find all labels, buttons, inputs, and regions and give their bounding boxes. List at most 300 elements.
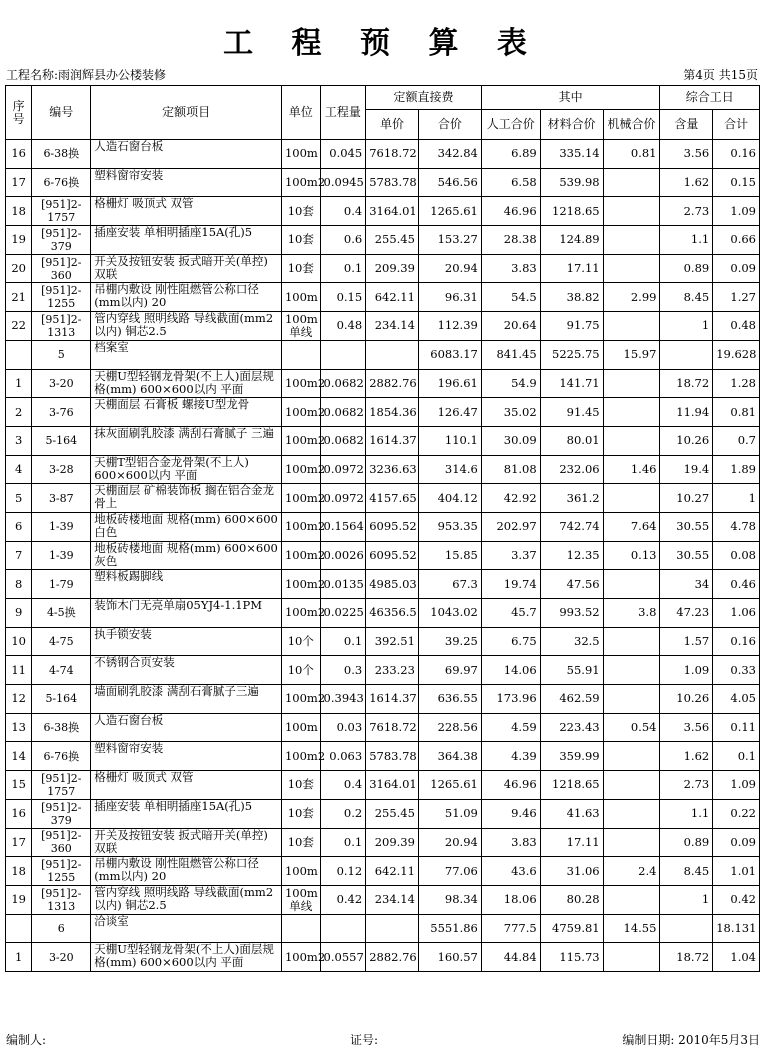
table-row xyxy=(6,713,760,742)
cell-subtotal: 0.46 xyxy=(713,570,760,599)
cell-content xyxy=(660,914,713,943)
cell-qty: 0.3 xyxy=(320,656,366,685)
cell-unit: 100m2 xyxy=(281,512,320,541)
cell-seq: 21 xyxy=(6,283,32,312)
cell-code: [951]2-379 xyxy=(32,226,91,255)
cell-code: [951]2-1757 xyxy=(32,197,91,226)
cell-seq xyxy=(6,340,32,369)
cell-seq: 1 xyxy=(6,369,32,398)
cell-subtotal: 1.06 xyxy=(713,599,760,628)
cell-labor: 841.45 xyxy=(481,340,540,369)
cell-subtotal: 0.09 xyxy=(713,254,760,283)
cell-seq: 18 xyxy=(6,197,32,226)
cell-subtotal: 0.16 xyxy=(713,140,760,169)
cell-total-price: 153.27 xyxy=(418,226,481,255)
cell-machine: 3.8 xyxy=(603,599,660,628)
cell-unit-price: 642.11 xyxy=(366,283,419,312)
cell-labor: 3.83 xyxy=(481,828,540,857)
table-row xyxy=(6,943,760,972)
table-row xyxy=(6,283,760,312)
cell-qty: 0.03 xyxy=(320,713,366,742)
header-unit: 单位 xyxy=(281,86,320,140)
cell-unit-price: 4985.03 xyxy=(366,570,419,599)
cell-unit-price: 7618.72 xyxy=(366,140,419,169)
cell-qty: 0.063 xyxy=(320,742,366,771)
cell-labor: 43.6 xyxy=(481,857,540,886)
cell-material: 5225.75 xyxy=(540,340,603,369)
cell-subtotal: 0.16 xyxy=(713,627,760,656)
cell-code: 4-75 xyxy=(32,627,91,656)
cell-total-price: 77.06 xyxy=(418,857,481,886)
page-number: 第4页 共15页 xyxy=(683,68,758,82)
cell-item: 开关及按钮安装 扳式暗开关(单控) 双联 xyxy=(91,828,282,857)
cell-qty: 0.1 xyxy=(320,828,366,857)
cell-qty: 0.2 xyxy=(320,799,366,828)
cell-machine: 0.81 xyxy=(603,140,660,169)
cell-labor: 18.06 xyxy=(481,885,540,914)
cell-machine xyxy=(603,398,660,427)
cell-code: 4-74 xyxy=(32,656,91,685)
cell-material: 359.99 xyxy=(540,742,603,771)
cell-machine xyxy=(603,627,660,656)
cell-code: [951]2-379 xyxy=(32,799,91,828)
header-qty: 工程量 xyxy=(320,86,366,140)
table-row xyxy=(6,140,760,169)
cell-total-price: 314.6 xyxy=(418,455,481,484)
cell-content: 1 xyxy=(660,312,713,341)
cell-total-price: 112.39 xyxy=(418,312,481,341)
table-row xyxy=(6,828,760,857)
table-row xyxy=(6,541,760,570)
cell-subtotal: 0.08 xyxy=(713,541,760,570)
cell-code: 1-39 xyxy=(32,512,91,541)
cell-labor: 54.5 xyxy=(481,283,540,312)
cell-machine: 2.4 xyxy=(603,857,660,886)
table-row xyxy=(6,226,760,255)
cell-unit-price: 1614.37 xyxy=(366,685,419,714)
cell-machine xyxy=(603,771,660,800)
cell-code: 3-28 xyxy=(32,455,91,484)
cell-code: 3-87 xyxy=(32,484,91,513)
cell-labor: 6.89 xyxy=(481,140,540,169)
cell-machine xyxy=(603,943,660,972)
cell-subtotal: 18.131 xyxy=(713,914,760,943)
cell-code: [951]2-1255 xyxy=(32,283,91,312)
cell-content: 3.56 xyxy=(660,713,713,742)
cell-material: 80.28 xyxy=(540,885,603,914)
cell-unit-price: 209.39 xyxy=(366,828,419,857)
cell-total-price: 546.56 xyxy=(418,168,481,197)
cell-unit: 100m xyxy=(281,713,320,742)
cell-machine: 1.46 xyxy=(603,455,660,484)
cell-machine xyxy=(603,685,660,714)
cell-total-price: 5551.86 xyxy=(418,914,481,943)
cell-qty: 0.0026 xyxy=(320,541,366,570)
cell-seq: 3 xyxy=(6,426,32,455)
cell-item: 管内穿线 照明线路 导线截面(mm2以内) 铜芯2.5 xyxy=(91,312,282,341)
footer-cert: 证号: xyxy=(350,1033,379,1047)
cell-seq: 11 xyxy=(6,656,32,685)
cell-machine xyxy=(603,226,660,255)
cell-unit: 100m2 xyxy=(281,168,320,197)
cell-unit: 10套 xyxy=(281,799,320,828)
cell-code: 1-39 xyxy=(32,541,91,570)
cell-labor: 45.7 xyxy=(481,599,540,628)
cell-machine xyxy=(603,828,660,857)
cell-total-price: 1265.61 xyxy=(418,197,481,226)
cell-total-price: 404.12 xyxy=(418,484,481,513)
cell-subtotal: 1.09 xyxy=(713,771,760,800)
cell-item: 档案室 xyxy=(91,340,282,369)
cell-machine: 15.97 xyxy=(603,340,660,369)
cell-total-price: 39.25 xyxy=(418,627,481,656)
cell-machine xyxy=(603,799,660,828)
cell-material: 91.75 xyxy=(540,312,603,341)
cell-material: 32.5 xyxy=(540,627,603,656)
cell-item: 人造石窗台板 xyxy=(91,140,282,169)
cell-unit-price: 7618.72 xyxy=(366,713,419,742)
cell-machine xyxy=(603,656,660,685)
header-total-price: 合价 xyxy=(418,110,481,140)
cell-unit-price: 46356.5 xyxy=(366,599,419,628)
cell-content: 18.72 xyxy=(660,369,713,398)
cell-unit-price: 255.45 xyxy=(366,226,419,255)
table-row xyxy=(6,484,760,513)
cell-total-price: 126.47 xyxy=(418,398,481,427)
cell-code: 3-20 xyxy=(32,943,91,972)
cell-content: 34 xyxy=(660,570,713,599)
cell-code: 6-38换 xyxy=(32,713,91,742)
cell-total-price: 20.94 xyxy=(418,828,481,857)
cell-item: 洽谈室 xyxy=(91,914,282,943)
cell-material: 993.52 xyxy=(540,599,603,628)
cell-total-price: 6083.17 xyxy=(418,340,481,369)
cell-qty: 0.6 xyxy=(320,226,366,255)
cell-machine: 7.64 xyxy=(603,512,660,541)
cell-subtotal: 0.09 xyxy=(713,828,760,857)
header-among: 其中 xyxy=(481,86,660,110)
cell-labor: 20.64 xyxy=(481,312,540,341)
cell-subtotal: 1.04 xyxy=(713,943,760,972)
header-seq: 序号 xyxy=(6,86,32,140)
cell-seq: 9 xyxy=(6,599,32,628)
cell-labor: 42.92 xyxy=(481,484,540,513)
cell-total-price: 196.61 xyxy=(418,369,481,398)
cell-seq: 12 xyxy=(6,685,32,714)
cell-content: 30.55 xyxy=(660,541,713,570)
cell-content: 8.45 xyxy=(660,283,713,312)
cell-total-price: 228.56 xyxy=(418,713,481,742)
cell-total-price: 69.97 xyxy=(418,656,481,685)
cell-seq: 22 xyxy=(6,312,32,341)
cell-unit-price: 5783.78 xyxy=(366,168,419,197)
cell-content: 18.72 xyxy=(660,943,713,972)
cell-code: 5-164 xyxy=(32,685,91,714)
cell-seq: 1 xyxy=(6,943,32,972)
header-direct-cost: 定额直接费 xyxy=(366,86,482,110)
header-labor: 人工合价 xyxy=(481,110,540,140)
cell-labor: 4.39 xyxy=(481,742,540,771)
cell-total-price: 364.38 xyxy=(418,742,481,771)
cell-item: 地板砖楼地面 规格(mm) 600×600 白色 xyxy=(91,512,282,541)
cell-total-price: 20.94 xyxy=(418,254,481,283)
cell-subtotal: 4.05 xyxy=(713,685,760,714)
table-row xyxy=(6,742,760,771)
cell-material: 38.82 xyxy=(540,283,603,312)
table-row xyxy=(6,369,760,398)
project-name: 工程名称:雨润辉县办公楼装修 xyxy=(6,68,167,82)
cell-total-price: 342.84 xyxy=(418,140,481,169)
cell-subtotal: 1.09 xyxy=(713,197,760,226)
cell-machine: 2.99 xyxy=(603,283,660,312)
cell-subtotal: 19.628 xyxy=(713,340,760,369)
cell-labor: 777.5 xyxy=(481,914,540,943)
cell-subtotal: 1 xyxy=(713,484,760,513)
cell-code: 3-20 xyxy=(32,369,91,398)
cell-item: 塑料窗帘安装 xyxy=(91,742,282,771)
cell-material: 361.2 xyxy=(540,484,603,513)
cell-material: 462.59 xyxy=(540,685,603,714)
cell-unit-price: 6095.52 xyxy=(366,512,419,541)
cell-code: [951]2-360 xyxy=(32,254,91,283)
cell-item: 地板砖楼地面 规格(mm) 600×600 灰色 xyxy=(91,541,282,570)
cell-machine: 0.54 xyxy=(603,713,660,742)
cell-unit: 10个 xyxy=(281,627,320,656)
cell-content: 11.94 xyxy=(660,398,713,427)
cell-content: 10.27 xyxy=(660,484,713,513)
cell-content: 0.89 xyxy=(660,254,713,283)
cell-unit-price: 4157.65 xyxy=(366,484,419,513)
cell-unit xyxy=(281,340,320,369)
cell-total-price: 1043.02 xyxy=(418,599,481,628)
cell-seq: 14 xyxy=(6,742,32,771)
header-unit-price: 单价 xyxy=(366,110,419,140)
cell-machine: 0.13 xyxy=(603,541,660,570)
cell-item: 天棚面层 矿棉装饰板 搁在铝合金龙骨上 xyxy=(91,484,282,513)
cell-unit: 10套 xyxy=(281,254,320,283)
cell-qty: 0.0682 xyxy=(320,369,366,398)
cell-qty: 0.0945 xyxy=(320,168,366,197)
cell-qty xyxy=(320,914,366,943)
cell-subtotal: 4.78 xyxy=(713,512,760,541)
cell-material: 4759.81 xyxy=(540,914,603,943)
cell-seq: 5 xyxy=(6,484,32,513)
cell-unit-price: 2882.76 xyxy=(366,943,419,972)
cell-labor: 54.9 xyxy=(481,369,540,398)
cell-item: 塑料板踢脚线 xyxy=(91,570,282,599)
cell-qty: 0.1 xyxy=(320,627,366,656)
cell-unit: 100m2 xyxy=(281,398,320,427)
table-row xyxy=(6,455,760,484)
cell-seq: 17 xyxy=(6,828,32,857)
cell-material: 335.14 xyxy=(540,140,603,169)
cell-subtotal: 0.22 xyxy=(713,799,760,828)
cell-labor: 202.97 xyxy=(481,512,540,541)
cell-labor: 81.08 xyxy=(481,455,540,484)
cell-content: 1.1 xyxy=(660,799,713,828)
cell-item: 人造石窗台板 xyxy=(91,713,282,742)
cell-code: 6-76换 xyxy=(32,168,91,197)
cell-item: 抹灰面刷乳胶漆 满刮石膏腻子 三遍 xyxy=(91,426,282,455)
cell-unit: 100m2 xyxy=(281,484,320,513)
cell-content xyxy=(660,340,713,369)
cell-qty: 0.4 xyxy=(320,197,366,226)
cell-machine xyxy=(603,197,660,226)
cell-unit: 100m2 xyxy=(281,541,320,570)
cell-seq: 6 xyxy=(6,512,32,541)
cell-machine xyxy=(603,254,660,283)
cell-unit: 10个 xyxy=(281,656,320,685)
cell-material: 1218.65 xyxy=(540,771,603,800)
cell-material: 12.35 xyxy=(540,541,603,570)
cell-subtotal: 0.1 xyxy=(713,742,760,771)
table-row xyxy=(6,512,760,541)
cell-qty: 0.0682 xyxy=(320,398,366,427)
cell-unit-price: 234.14 xyxy=(366,885,419,914)
cell-machine: 14.55 xyxy=(603,914,660,943)
cell-seq: 2 xyxy=(6,398,32,427)
cell-content: 47.23 xyxy=(660,599,713,628)
cell-content: 10.26 xyxy=(660,685,713,714)
cell-unit: 10套 xyxy=(281,771,320,800)
cell-qty: 0.1564 xyxy=(320,512,366,541)
cell-unit-price: 6095.52 xyxy=(366,541,419,570)
cell-labor: 44.84 xyxy=(481,943,540,972)
cell-material: 31.06 xyxy=(540,857,603,886)
cell-total-price: 98.34 xyxy=(418,885,481,914)
cell-qty: 0.045 xyxy=(320,140,366,169)
cell-item: 天棚面层 石膏板 螺接U型龙骨 xyxy=(91,398,282,427)
table-row xyxy=(6,771,760,800)
cell-item: 不锈钢合页安装 xyxy=(91,656,282,685)
cell-unit-price: 209.39 xyxy=(366,254,419,283)
cell-seq xyxy=(6,914,32,943)
cell-item: 吊棚内敷设 刚性阻燃管公称口径(mm以内) 20 xyxy=(91,283,282,312)
table-row xyxy=(6,656,760,685)
cell-qty: 0.0135 xyxy=(320,570,366,599)
cell-content: 2.73 xyxy=(660,771,713,800)
table-row xyxy=(6,799,760,828)
cell-unit: 100m2 xyxy=(281,599,320,628)
cell-unit-price: 642.11 xyxy=(366,857,419,886)
cell-material: 232.06 xyxy=(540,455,603,484)
cell-material: 539.98 xyxy=(540,168,603,197)
cell-unit: 100m2 xyxy=(281,455,320,484)
cell-code: [951]2-1313 xyxy=(32,312,91,341)
cell-labor: 46.96 xyxy=(481,197,540,226)
cell-subtotal: 0.33 xyxy=(713,656,760,685)
cell-machine xyxy=(603,570,660,599)
cell-seq: 19 xyxy=(6,226,32,255)
cell-labor: 6.75 xyxy=(481,627,540,656)
cell-item: 格栅灯 吸顶式 双管 xyxy=(91,771,282,800)
cell-content: 1.62 xyxy=(660,742,713,771)
cell-machine xyxy=(603,168,660,197)
cell-seq: 16 xyxy=(6,799,32,828)
cell-material: 17.11 xyxy=(540,828,603,857)
cell-content: 30.55 xyxy=(660,512,713,541)
cell-material: 124.89 xyxy=(540,226,603,255)
cell-total-price: 51.09 xyxy=(418,799,481,828)
cell-unit: 10套 xyxy=(281,197,320,226)
cell-unit-price: 2882.76 xyxy=(366,369,419,398)
cell-qty: 0.48 xyxy=(320,312,366,341)
cell-material: 141.71 xyxy=(540,369,603,398)
cell-unit-price: 234.14 xyxy=(366,312,419,341)
cell-unit: 100m2 xyxy=(281,570,320,599)
cell-total-price: 110.1 xyxy=(418,426,481,455)
cell-seq: 7 xyxy=(6,541,32,570)
cell-labor: 46.96 xyxy=(481,771,540,800)
cell-material: 1218.65 xyxy=(540,197,603,226)
cell-qty: 0.42 xyxy=(320,885,366,914)
cell-subtotal: 0.7 xyxy=(713,426,760,455)
table-row xyxy=(6,599,760,628)
cell-subtotal: 1.27 xyxy=(713,283,760,312)
cell-subtotal: 0.66 xyxy=(713,226,760,255)
cell-labor: 35.02 xyxy=(481,398,540,427)
cell-qty xyxy=(320,340,366,369)
cell-unit: 10套 xyxy=(281,828,320,857)
cell-labor: 3.37 xyxy=(481,541,540,570)
table-row xyxy=(6,312,760,341)
cell-unit-price: 5783.78 xyxy=(366,742,419,771)
cell-subtotal: 0.81 xyxy=(713,398,760,427)
table-row xyxy=(6,197,760,226)
cell-total-price: 67.3 xyxy=(418,570,481,599)
cell-content: 1 xyxy=(660,885,713,914)
cell-unit-price xyxy=(366,340,419,369)
header-content: 含量 xyxy=(660,110,713,140)
table-row xyxy=(6,398,760,427)
cell-labor: 14.06 xyxy=(481,656,540,685)
cell-item: 装饰木门无亮单扇05YJ4-1.1PM xyxy=(91,599,282,628)
cell-code: 5 xyxy=(32,340,91,369)
table-row xyxy=(6,426,760,455)
cell-unit: 100m xyxy=(281,857,320,886)
cell-unit: 100m单线 xyxy=(281,885,320,914)
cell-code: [951]2-360 xyxy=(32,828,91,857)
cell-code: 6 xyxy=(32,914,91,943)
cell-subtotal: 0.11 xyxy=(713,713,760,742)
cell-qty: 0.12 xyxy=(320,857,366,886)
header-code: 编号 xyxy=(32,86,91,140)
cell-item: 格栅灯 吸顶式 双管 xyxy=(91,197,282,226)
cell-labor: 4.59 xyxy=(481,713,540,742)
cell-subtotal: 0.15 xyxy=(713,168,760,197)
cell-total-price: 636.55 xyxy=(418,685,481,714)
cell-content: 1.09 xyxy=(660,656,713,685)
cell-material: 41.63 xyxy=(540,799,603,828)
header-material: 材料合价 xyxy=(540,110,603,140)
cell-unit-price: 1854.36 xyxy=(366,398,419,427)
cell-subtotal: 1.89 xyxy=(713,455,760,484)
cell-material: 17.11 xyxy=(540,254,603,283)
cell-seq: 8 xyxy=(6,570,32,599)
cell-seq: 20 xyxy=(6,254,32,283)
cell-seq: 16 xyxy=(6,140,32,169)
cell-seq: 13 xyxy=(6,713,32,742)
cell-material: 115.73 xyxy=(540,943,603,972)
cell-content: 1.62 xyxy=(660,168,713,197)
cell-code: 6-76换 xyxy=(32,742,91,771)
cell-unit: 100m xyxy=(281,140,320,169)
table-row xyxy=(6,685,760,714)
cell-unit-price: 3164.01 xyxy=(366,771,419,800)
cell-content: 10.26 xyxy=(660,426,713,455)
cell-unit: 100m xyxy=(281,283,320,312)
table-row xyxy=(6,627,760,656)
